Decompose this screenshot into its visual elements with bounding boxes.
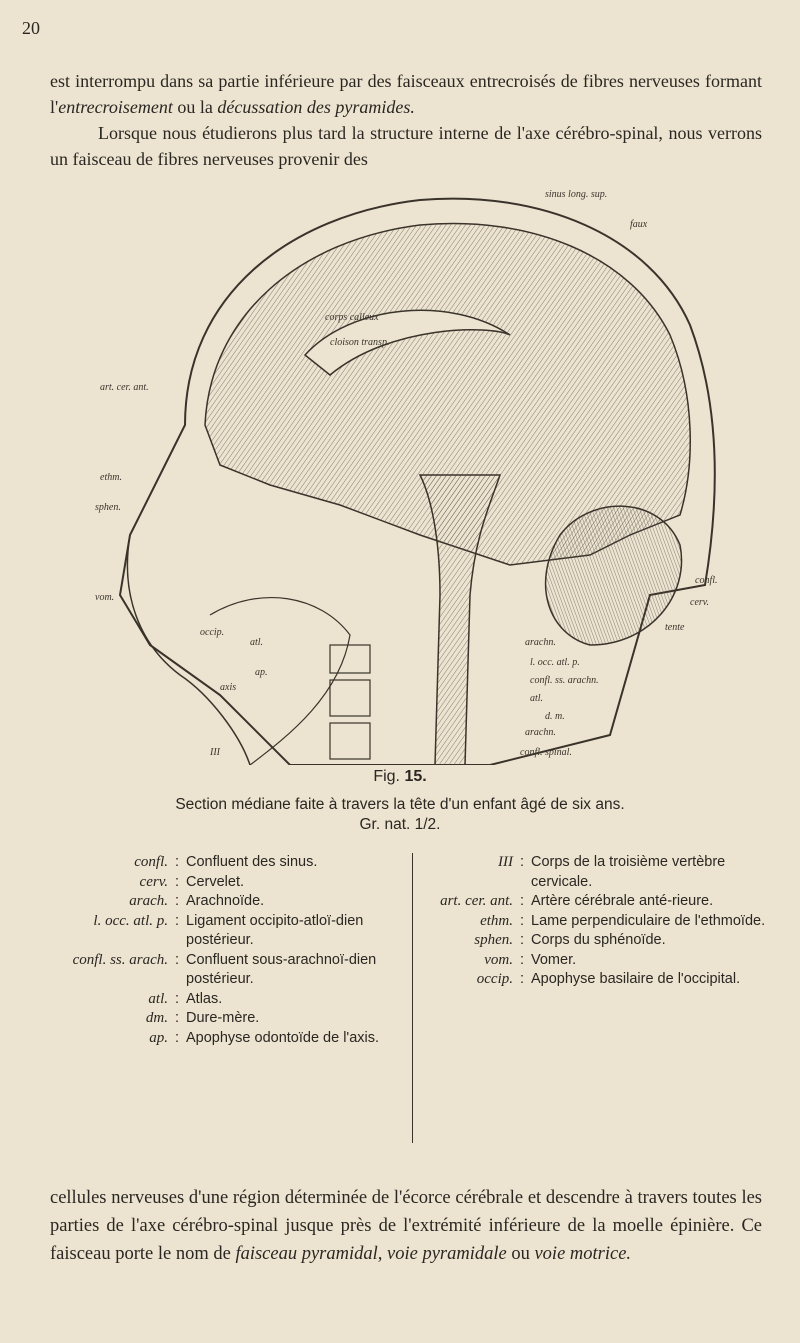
- head-section-illustration: [90, 175, 740, 765]
- label-dm: d. m.: [545, 711, 565, 722]
- legend-sep: :: [174, 893, 180, 909]
- bottom-paragraph-text-3: ou: [506, 1244, 535, 1264]
- legend-sep: :: [519, 912, 525, 929]
- legend-desc: Cervelet.: [186, 873, 245, 890]
- legend-entry: [20, 873, 402, 893]
- legend-desc: Apophyse odontoïde de l'axis.: [186, 1029, 380, 1046]
- legend-entry: [20, 892, 402, 912]
- legend-desc: Lame perpendiculaire de l'ethmoïde.: [531, 912, 766, 929]
- legend-abbr: confl. ss. arach.: [72, 951, 168, 968]
- legend-sep: :: [174, 990, 180, 1007]
- legend-sep: :: [174, 951, 180, 968]
- legend-desc: Ligament occipito-atloï-dien postérieur.: [186, 912, 364, 948]
- legend-abbr: vom.: [484, 951, 513, 968]
- figure-caption-line-2: Gr. nat. 1/2.: [359, 816, 441, 833]
- legend-entry: [20, 1009, 402, 1029]
- legend-sep: :: [519, 893, 525, 909]
- top-paragraph-text-3: Lorsque nous étudierons plus tard la structure interne de l'axe cérébro-spinal, nous verrons un faisceau de fibres nerveuses provenir des: [50, 123, 762, 169]
- label-vom: vom.: [95, 592, 115, 603]
- bottom-paragraph-em-3: voie motrice.: [534, 1244, 632, 1264]
- label-atl-right: atl.: [530, 693, 544, 704]
- top-paragraph-em-1: entrecroisement: [58, 97, 173, 117]
- legend-desc: Dure-mère.: [186, 1010, 260, 1026]
- legend-desc: Vomer.: [531, 951, 577, 968]
- label-arachn-lower: arachn.: [525, 727, 556, 738]
- face-region: [127, 535, 250, 765]
- label-confl-ss-arachn: confl. ss. arachn.: [530, 675, 599, 686]
- legend-abbr: cerv.: [139, 873, 168, 890]
- label-ethm: ethm.: [100, 472, 122, 483]
- legend-desc: Artère cérébrale anté-rieure.: [531, 893, 714, 909]
- legend-sep: :: [519, 854, 525, 870]
- figure-caption: [0, 795, 800, 835]
- label-faux: faux: [630, 219, 648, 230]
- figure-title-prefix: Fig.: [373, 768, 400, 785]
- legend-entry: [20, 853, 402, 873]
- bottom-paragraph-em-1: faisceau pyramidal: [235, 1244, 378, 1264]
- legend-entry: [413, 970, 793, 990]
- label-art-cer-ant: art. cer. ant.: [100, 382, 149, 393]
- label-atl: atl.: [250, 637, 264, 648]
- legend-abbr: confl.: [134, 854, 168, 870]
- label-axis: axis: [220, 682, 237, 693]
- legend-desc: Confluent sous-arachnoï-dien postérieur.: [186, 951, 377, 987]
- label-ap: ap.: [255, 667, 268, 678]
- legend-entry: [413, 892, 793, 912]
- bottom-paragraph: [50, 1184, 762, 1268]
- legend-abbr: art. cer. ant.: [440, 893, 513, 909]
- legend-entry: [20, 1029, 402, 1049]
- label-arachn: arachn.: [525, 637, 556, 648]
- label-cloison-transp: cloison transp.: [330, 337, 390, 348]
- legend-desc: Corps du sphénoïde.: [531, 932, 666, 948]
- legend-entry: [413, 853, 793, 892]
- vertebra-atlas: [330, 645, 370, 673]
- top-paragraph-em-2: décussation des pyramides.: [217, 97, 415, 117]
- legend-sep: :: [519, 971, 525, 987]
- top-paragraph: [50, 68, 762, 172]
- top-paragraph-text-1: est interrompu dans sa partie inférieure par des faisceaux entrecroisés de fibres nerveuses formant l': [50, 71, 762, 117]
- legend-abbr: III: [498, 854, 513, 870]
- page-number: 20: [22, 18, 40, 38]
- legend-entry: [20, 951, 402, 990]
- bottom-paragraph-em-2: voie pyramidale: [387, 1244, 507, 1264]
- label-corps-calleux: corps calleux: [325, 312, 379, 323]
- legend-sep: :: [174, 1010, 180, 1026]
- legend-abbr: ap.: [149, 1029, 168, 1046]
- legend-abbr: dm.: [145, 1010, 168, 1026]
- legend-abbr: sphen.: [474, 932, 513, 948]
- top-paragraph-text-2: ou la: [172, 97, 218, 117]
- label-sphen: sphen.: [95, 502, 121, 513]
- legend-sep: :: [174, 873, 180, 890]
- legend-sep: :: [519, 951, 525, 968]
- legend-sep: :: [174, 912, 180, 929]
- legend-desc: Arachnoïde.: [186, 893, 265, 909]
- legend-right-column: [412, 853, 793, 1143]
- legend-desc: Atlas.: [186, 990, 223, 1007]
- legend-entry: [20, 990, 402, 1010]
- figure-title-number: 15.: [404, 768, 427, 785]
- legend-desc: Confluent des sinus.: [186, 854, 318, 870]
- legend-entry: [413, 931, 793, 951]
- legend-abbr: l. occ. atl. p.: [93, 912, 168, 929]
- figure-legend: [20, 853, 790, 1163]
- vertebra-axis: [330, 680, 370, 716]
- legend-sep: :: [174, 1029, 180, 1046]
- legend-sep: :: [519, 932, 525, 948]
- legend-abbr: occip.: [476, 971, 513, 987]
- label-confl-spinal: confl. spinal.: [520, 747, 572, 758]
- legend-entry: [413, 951, 793, 971]
- label-III: III: [210, 747, 220, 758]
- legend-left-column: [20, 853, 402, 1048]
- legend-desc: Corps de la troisième vertèbre cervicale.: [531, 854, 726, 890]
- label-sinus-long-sup: sinus long. sup.: [545, 189, 608, 200]
- figure-title: [0, 768, 800, 786]
- legend-desc: Apophyse basilaire de l'occipital.: [531, 971, 741, 987]
- label-cerv: cerv.: [690, 597, 709, 608]
- legend-sep: :: [174, 854, 180, 870]
- legend-entry: [20, 912, 402, 951]
- legend-entry: [413, 912, 793, 932]
- legend-abbr: atl.: [148, 990, 168, 1007]
- label-confl: confl.: [695, 575, 718, 586]
- label-tente: tente: [665, 622, 685, 633]
- label-l-occ-atl-p: l. occ. atl. p.: [530, 657, 580, 668]
- bottom-paragraph-text-2: ,: [377, 1244, 388, 1264]
- anatomical-figure: [90, 175, 740, 765]
- legend-abbr: ethm.: [480, 912, 513, 929]
- vertebra-third: [330, 723, 370, 759]
- legend-abbr: arach.: [129, 893, 168, 909]
- label-occip: occip.: [200, 627, 225, 638]
- figure-caption-line-1: Section médiane faite à travers la tête d'un enfant âgé de six ans.: [175, 796, 625, 813]
- bottom-paragraph-text-1: cellules nerveuses d'une région déterminée de l'écorce cérébrale et descendre à travers toutes les parties de l'axe cérébro-spinal jusque près de l'extrémité inférieure de la moelle épinière. Ce faisceau porte le nom de: [50, 1188, 762, 1264]
